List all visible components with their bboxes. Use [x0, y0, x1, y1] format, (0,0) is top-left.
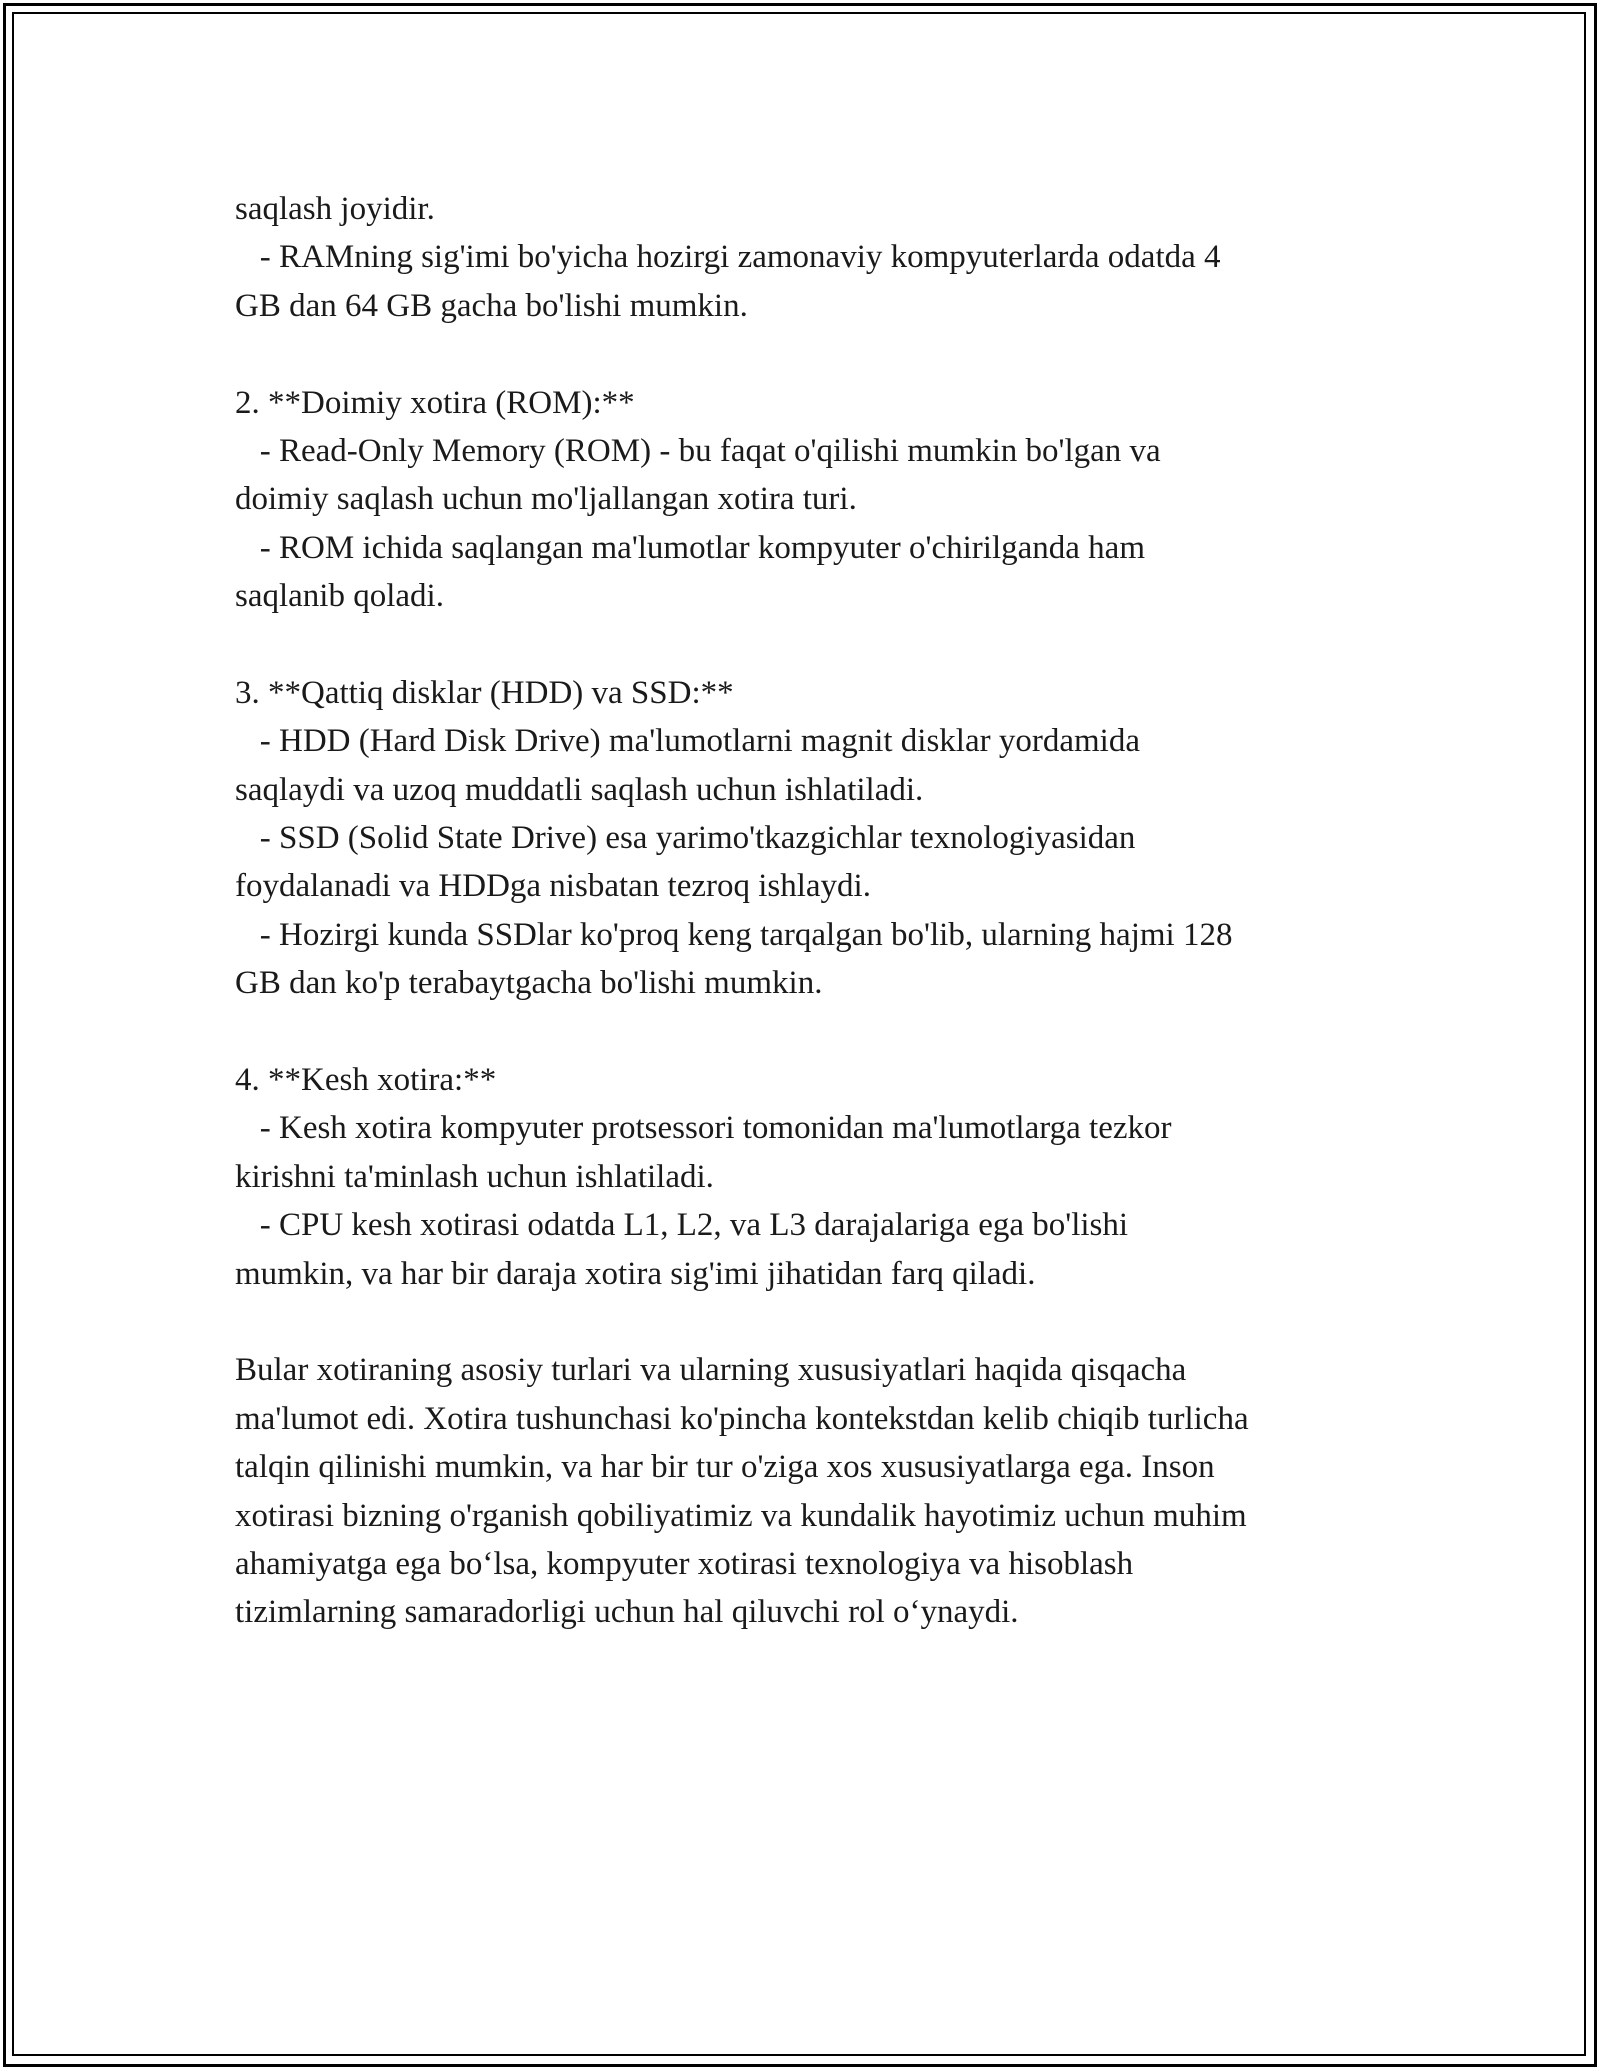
text-line: mumkin, va har bir daraja xotira sig'imi jihatidan farq qiladi.	[235, 1255, 1036, 1292]
text-line: - HDD (Hard Disk Drive) ma'lumotlarni magnit disklar yordamida	[235, 723, 1140, 760]
text-line: - ROM ichida saqlangan ma'lumotlar kompyuter o'chirilganda ham	[235, 529, 1145, 566]
text-line: - SSD (Solid State Drive) esa yarimo'tkazgichlar texnologiyasidan	[235, 820, 1136, 857]
text-line: GB dan ko'p terabaytgacha bo'lishi mumkin.	[235, 965, 823, 1002]
section-heading: 2. **Doimiy xotira (ROM):**	[235, 384, 635, 421]
text-line: kirishni ta'minlash uchun ishlatiladi.	[235, 1158, 714, 1195]
text-line: foydalanadi va HDDga nisbatan tezroq ishlaydi.	[235, 868, 871, 905]
blank-line	[235, 330, 1405, 378]
section-heading: 3. **Qattiq disklar (HDD) va SSD:**	[235, 674, 734, 711]
text-line: GB dan 64 GB gacha bo'lishi mumkin.	[235, 287, 748, 324]
conclusion-line: tizimlarning samaradorligi uchun hal qiluvchi rol o‘ynaydi.	[235, 1594, 1019, 1631]
text-line: - Read-Only Memory (ROM) - bu faqat o'qilishi mumkin bo'lgan va	[235, 432, 1161, 469]
text-line: - RAMning sig'imi bo'yicha hozirgi zamonaviy kompyuterlarda odatda 4	[235, 239, 1221, 276]
text-line: - CPU kesh xotirasi odatda L1, L2, va L3 darajalariga ega bo'lishi	[235, 1207, 1129, 1244]
blank-line	[235, 1298, 1405, 1346]
document-body	[235, 185, 1405, 1637]
conclusion-line: ahamiyatga ega bo‘lsa, kompyuter xotirasi texnologiya va hisoblash	[235, 1545, 1134, 1582]
text-line: doimiy saqlash uchun mo'ljallangan xotira turi.	[235, 481, 857, 518]
text-line: - Kesh xotira kompyuter protsessori tomonidan ma'lumotlarga tezkor	[235, 1110, 1172, 1147]
conclusion-line: xotirasi bizning o'rganish qobiliyatimiz va kundalik hayotimiz uchun muhim	[235, 1497, 1247, 1534]
blank-line	[235, 621, 1405, 669]
section-heading: 4. **Kesh xotira:**	[235, 1062, 497, 1099]
text-line: saqlaydi va uzoq muddatli saqlash uchun ishlatiladi.	[235, 771, 924, 808]
conclusion-line: talqin qilinishi mumkin, va har bir tur o'ziga xos xususiyatlarga ega. Inson	[235, 1449, 1215, 1486]
text-line: saqlash joyidir.	[235, 191, 435, 227]
conclusion-line: Bular xotiraning asosiy turlari va ularning xususiyatlari haqida qisqacha	[235, 1352, 1187, 1389]
conclusion-line: ma'lumot edi. Xotira tushunchasi ko'pincha kontekstdan kelib chiqib turlicha	[235, 1400, 1249, 1437]
blank-line	[235, 1008, 1405, 1056]
text-line: - Hozirgi kunda SSDlar ko'proq keng tarqalgan bo'lib, ularning hajmi 128	[235, 916, 1233, 953]
text-line: saqlanib qoladi.	[235, 578, 444, 615]
